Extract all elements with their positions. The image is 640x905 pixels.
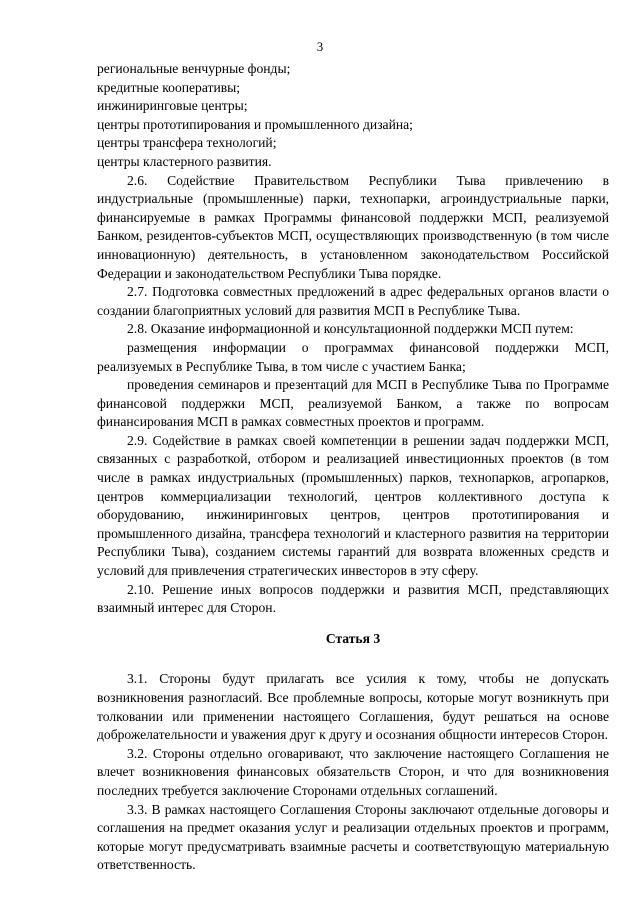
- paragraph-2-8-placement: размещения информации о программах финансовой поддержки МСП, реализуемых в Республике Тыва, в том числе с участием Банка;: [97, 339, 609, 374]
- paragraph-2-9: 2.9. Содействие в рамках своей компетенции в решении задач поддержки МСП, связанных с разработкой, отбором и реализацией инвестиционных проектов (в том числе в рамках индустриальных (промышленных) парков, технопарков, агропарков, центров коммерциализации технологий, центров коллективного доступа к оборудованию, инжиниринговых центров, центров прототипирования и промышленного дизайна, трансфера технологий и кластерного развития на территории Республики Тыва), созданием системы гарантий для возврата вложенных средств и условий для привлечения стратегических инвесторов в эту сферу.: [97, 432, 609, 579]
- document-body: [97, 60, 609, 875]
- list-item-credit-cooperatives: кредитные кооперативы;: [97, 79, 241, 95]
- paragraph-2-8-seminars: проведения семинаров и презентаций для МСП в Республике Тыва по Программе финансовой поддержки МСП, реализуемой Банком, а также по вопросам финансирования МСП в рамках совместных проектов и программ.: [97, 377, 609, 430]
- article-3-heading: Статья 3: [325, 630, 381, 646]
- list-item-venture-funds: региональные венчурные фонды;: [97, 61, 291, 76]
- paragraph-2-8: 2.8. Оказание информационной и консультационной поддержки МСП путем:: [127, 321, 574, 337]
- paragraph-3-2: 3.2. Стороны отдельно оговаривают, что заключение настоящего Соглашения не влечет возникновения финансовых обязательств Сторон, и что для возникновения последних требуется заключение Сторонами отдельных соглашений.: [97, 745, 609, 798]
- page-number: 3: [316, 40, 324, 54]
- list-item-cluster-development-centers: центры кластерного развития.: [97, 153, 272, 169]
- paragraph-2-10: 2.10. Решение иных вопросов поддержки и развития МСП, представляющих взаимный интерес для Сторон.: [97, 581, 609, 616]
- list-item-prototyping-centers: центры прототипирования и промышленного дизайна;: [97, 116, 413, 132]
- list-item-technology-transfer-centers: центры трансфера технологий;: [97, 135, 277, 151]
- paragraph-2-6: 2.6. Содействие Правительством Республики Тыва привлечению в индустриальные (промышленные) парки, технопарки, агроиндустриальные парки, финансируемые в рамках Программы финансовой поддержки МСП, реализуемой Банком, резидентов-субъектов МСП, осуществляющих производственную (в том числе инновационную) деятельность, в установленном законодательством Российской Федерации и законодательством Республики Тыва порядке.: [97, 172, 609, 281]
- paragraph-3-3: 3.3. В рамках настоящего Соглашения Стороны заключают отдельные договоры и соглашения на предмет оказания услуг и реализации отдельных проектов и программ, которые могут предусматривать взаимные расчеты и соответствующую материальную ответственность.: [97, 801, 609, 873]
- list-item-engineering-centers: инжиниринговые центры;: [97, 98, 248, 114]
- paragraph-3-1: 3.1. Стороны будут прилагать все усилия к тому, чтобы не допускать возникновения разногласий. Все проблемные вопросы, которые могут возникнуть при толковании или применении настоящего Соглашения, будут решаться на основе доброжелательности и уважения друг к другу и осознания общности интересов Сторон.: [97, 671, 609, 743]
- paragraph-2-7: 2.7. Подготовка совместных предложений в адрес федеральных органов власти о создании благоприятных условий для развития МСП в Республике Тыва.: [97, 284, 609, 318]
